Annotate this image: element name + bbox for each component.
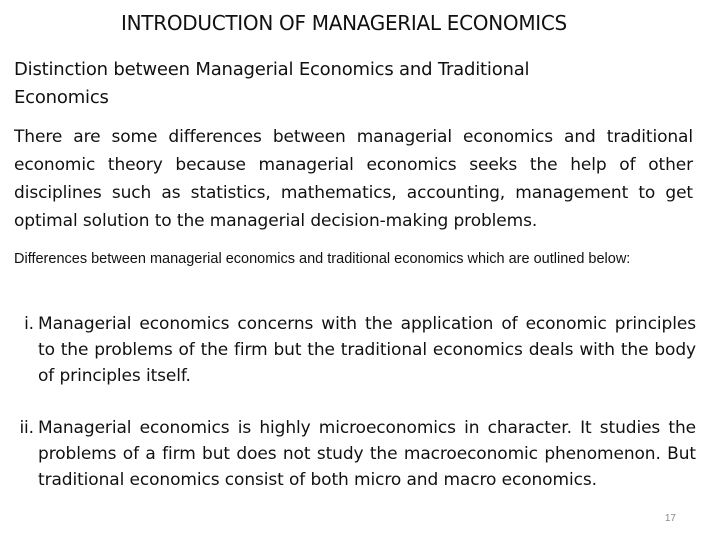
item-marker: ii.: [19, 418, 34, 438]
page-number: 17: [664, 513, 676, 524]
item-text: Managerial economics is highly microeconomics in character. It studies the problems of a firm but does not study the macroeconomic phenomenon. But traditional economics consist of both micro and macro economics.: [38, 418, 696, 490]
difference-item-1: [12, 311, 696, 389]
item-text: Managerial economics concerns with the application of economic principles to the problems of the firm but the traditional economics deals with the body of principles itself.: [38, 314, 696, 386]
differences-lead-text: Differences between managerial economics and traditional economics which are outlined below:: [14, 251, 631, 267]
difference-item-2: [12, 415, 696, 493]
section-heading: Distinction between Managerial Economics and Traditional Economics: [14, 59, 530, 108]
slide-title: INTRODUCTION OF MANAGERIAL ECONOMICS: [121, 11, 567, 35]
item-marker: i.: [24, 314, 34, 334]
intro-paragraph: There are some differences between managerial economics and traditional economic theory because managerial economics seeks the help of other disciplines such as statistics, mathematics, accounting, management to get optimal solution to the managerial decision-making problems.: [14, 127, 693, 231]
